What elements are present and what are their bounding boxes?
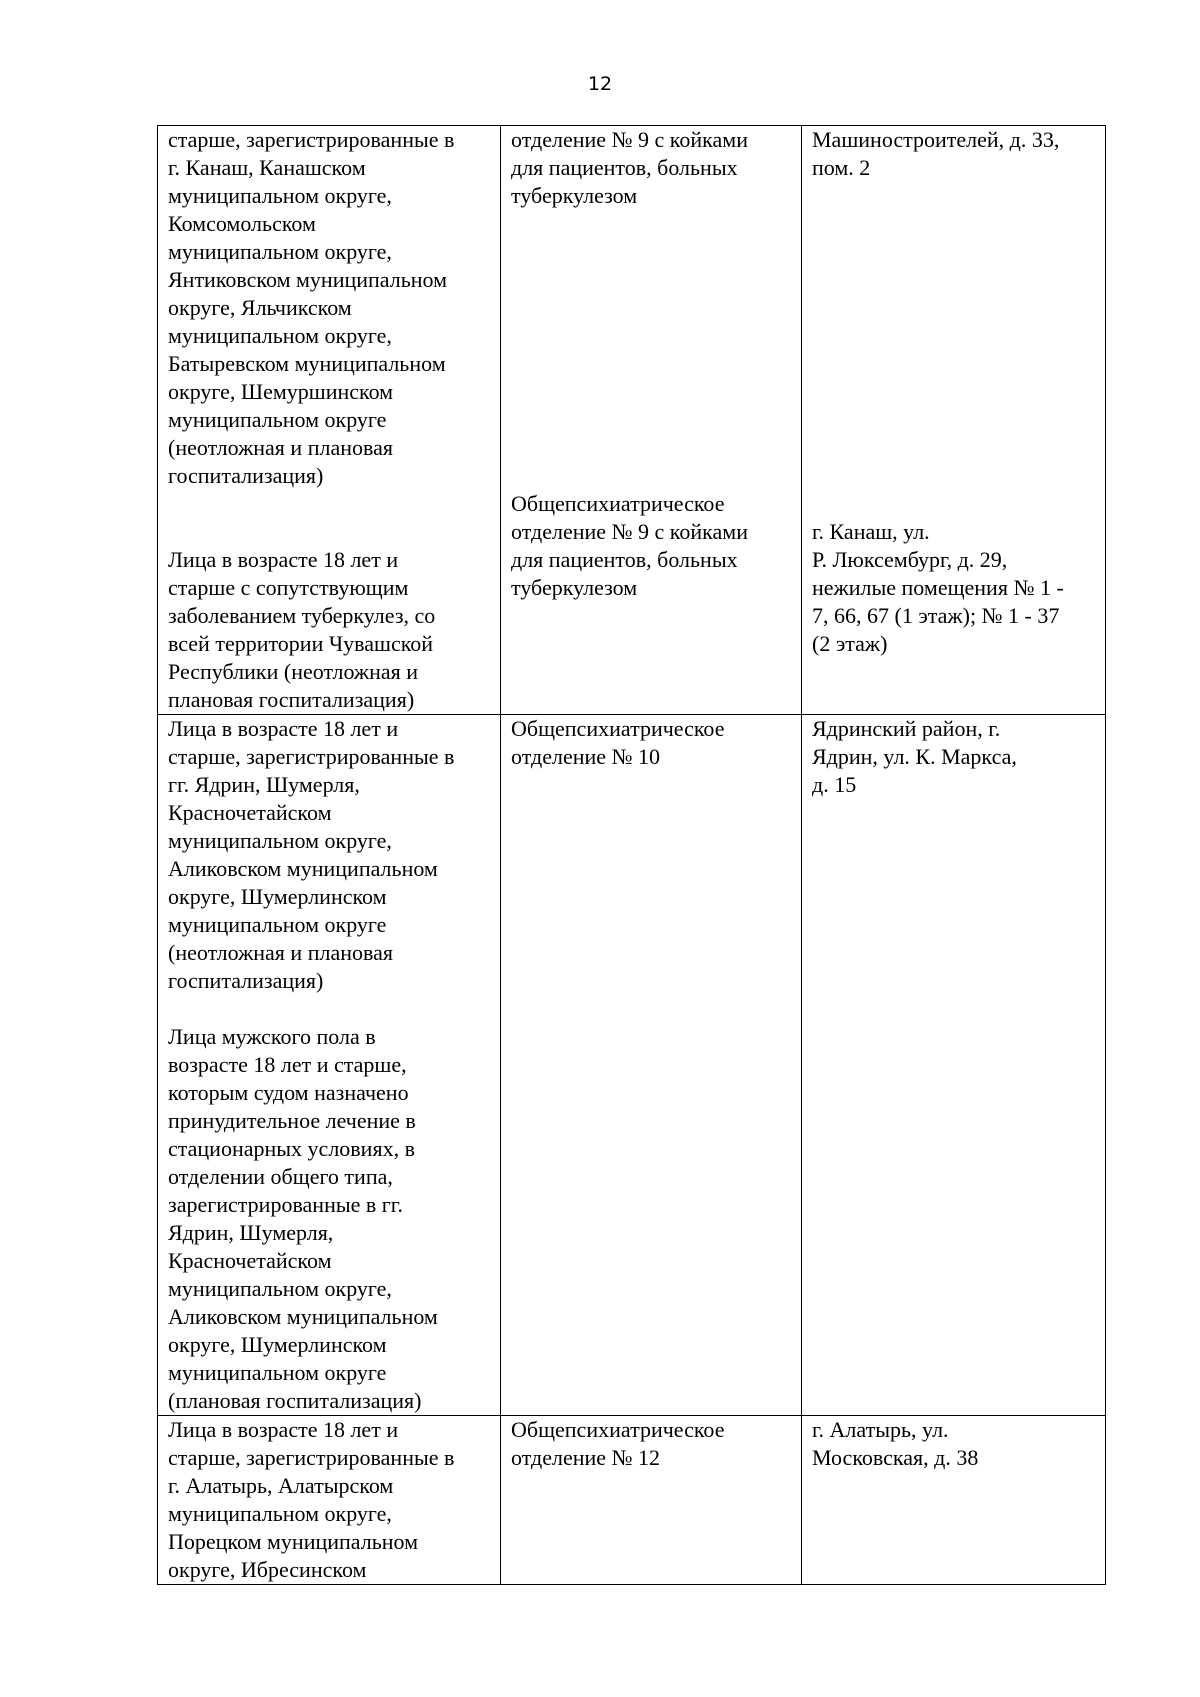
address-cell	[802, 126, 1106, 715]
cell-paragraph: Общепсихиатрическое отделение № 9 с койками для пациентов, больных туберкулезом	[511, 491, 748, 600]
cell-paragraph: Лица в возрасте 18 лет и старше, зарегистрированные в гг. Ядрин, Шумерля, Красночетайском муниципальном округе, Аликовском муниципальном округе, Шумерлинском муниципальном округе (неотложная и плановая госпитализация)	[168, 716, 455, 993]
cell-paragraph: Лица в возрасте 18 лет и старше с сопутствующим заболеванием туберкулез, со всей территории Чувашской Республики (неотложная и плановая госпитализация)	[168, 547, 436, 712]
cell-paragraph: г. Канаш, ул. Р. Люксембург, д. 29, нежилые помещения № 1 - 7, 66, 67 (1 этаж); № 1 - 37 (2 этаж)	[812, 519, 1064, 656]
page-number: 12	[587, 73, 613, 95]
table-row	[158, 715, 1106, 1416]
cell-paragraph: Лица в возрасте 18 лет и старше, зарегистрированные в г. Алатырь, Алатырском муниципальном округе, Порецком муниципальном округе, Ибресинском	[168, 1417, 455, 1582]
patients-cell	[158, 126, 501, 715]
patients-cell	[158, 715, 501, 1416]
department-cell	[501, 715, 802, 1416]
cell-paragraph: г. Алатырь, ул. Московская, д. 38	[812, 1417, 979, 1470]
cell-paragraph: отделение № 9 с койками для пациентов, больных туберкулезом	[511, 127, 748, 208]
address-cell	[802, 715, 1106, 1416]
hospitalization-table	[157, 125, 1106, 1585]
cell-paragraph: Общепсихиатрическое отделение № 10	[511, 716, 725, 769]
cell-paragraph: Общепсихиатрическое отделение № 12	[511, 1417, 725, 1470]
cell-paragraph: Ядринский район, г. Ядрин, ул. К. Маркса, д. 15	[812, 716, 1017, 797]
department-cell	[501, 1416, 802, 1585]
cell-paragraph: Лица мужского пола в возрасте 18 лет и старше, которым судом назначено принудительное лечение в стационарных условиях, в отделении общего типа, зарегистрированные в гг. Ядрин, Шумерля, Красночетайском муниципальном округе, Аликовском муниципальном округе, Шумерлинском муниципальном округе (плановая госпитализация)	[168, 1024, 438, 1413]
table-row	[158, 126, 1106, 715]
cell-paragraph: Машиностроителей, д. 33, пом. 2	[812, 127, 1060, 180]
cell-paragraph: старше, зарегистрированные в г. Канаш, Канашском муниципальном округе, Комсомольском муниципальном округе, Янтиковском муниципальном округе, Яльчикском муниципальном округе, Батыревском муниципальном округе, Шемуршинском муниципальном округе (неотложная и плановая госпитализация)	[168, 127, 455, 488]
department-cell	[501, 126, 802, 715]
patients-cell	[158, 1416, 501, 1585]
table-row	[158, 1416, 1106, 1585]
address-cell	[802, 1416, 1106, 1585]
